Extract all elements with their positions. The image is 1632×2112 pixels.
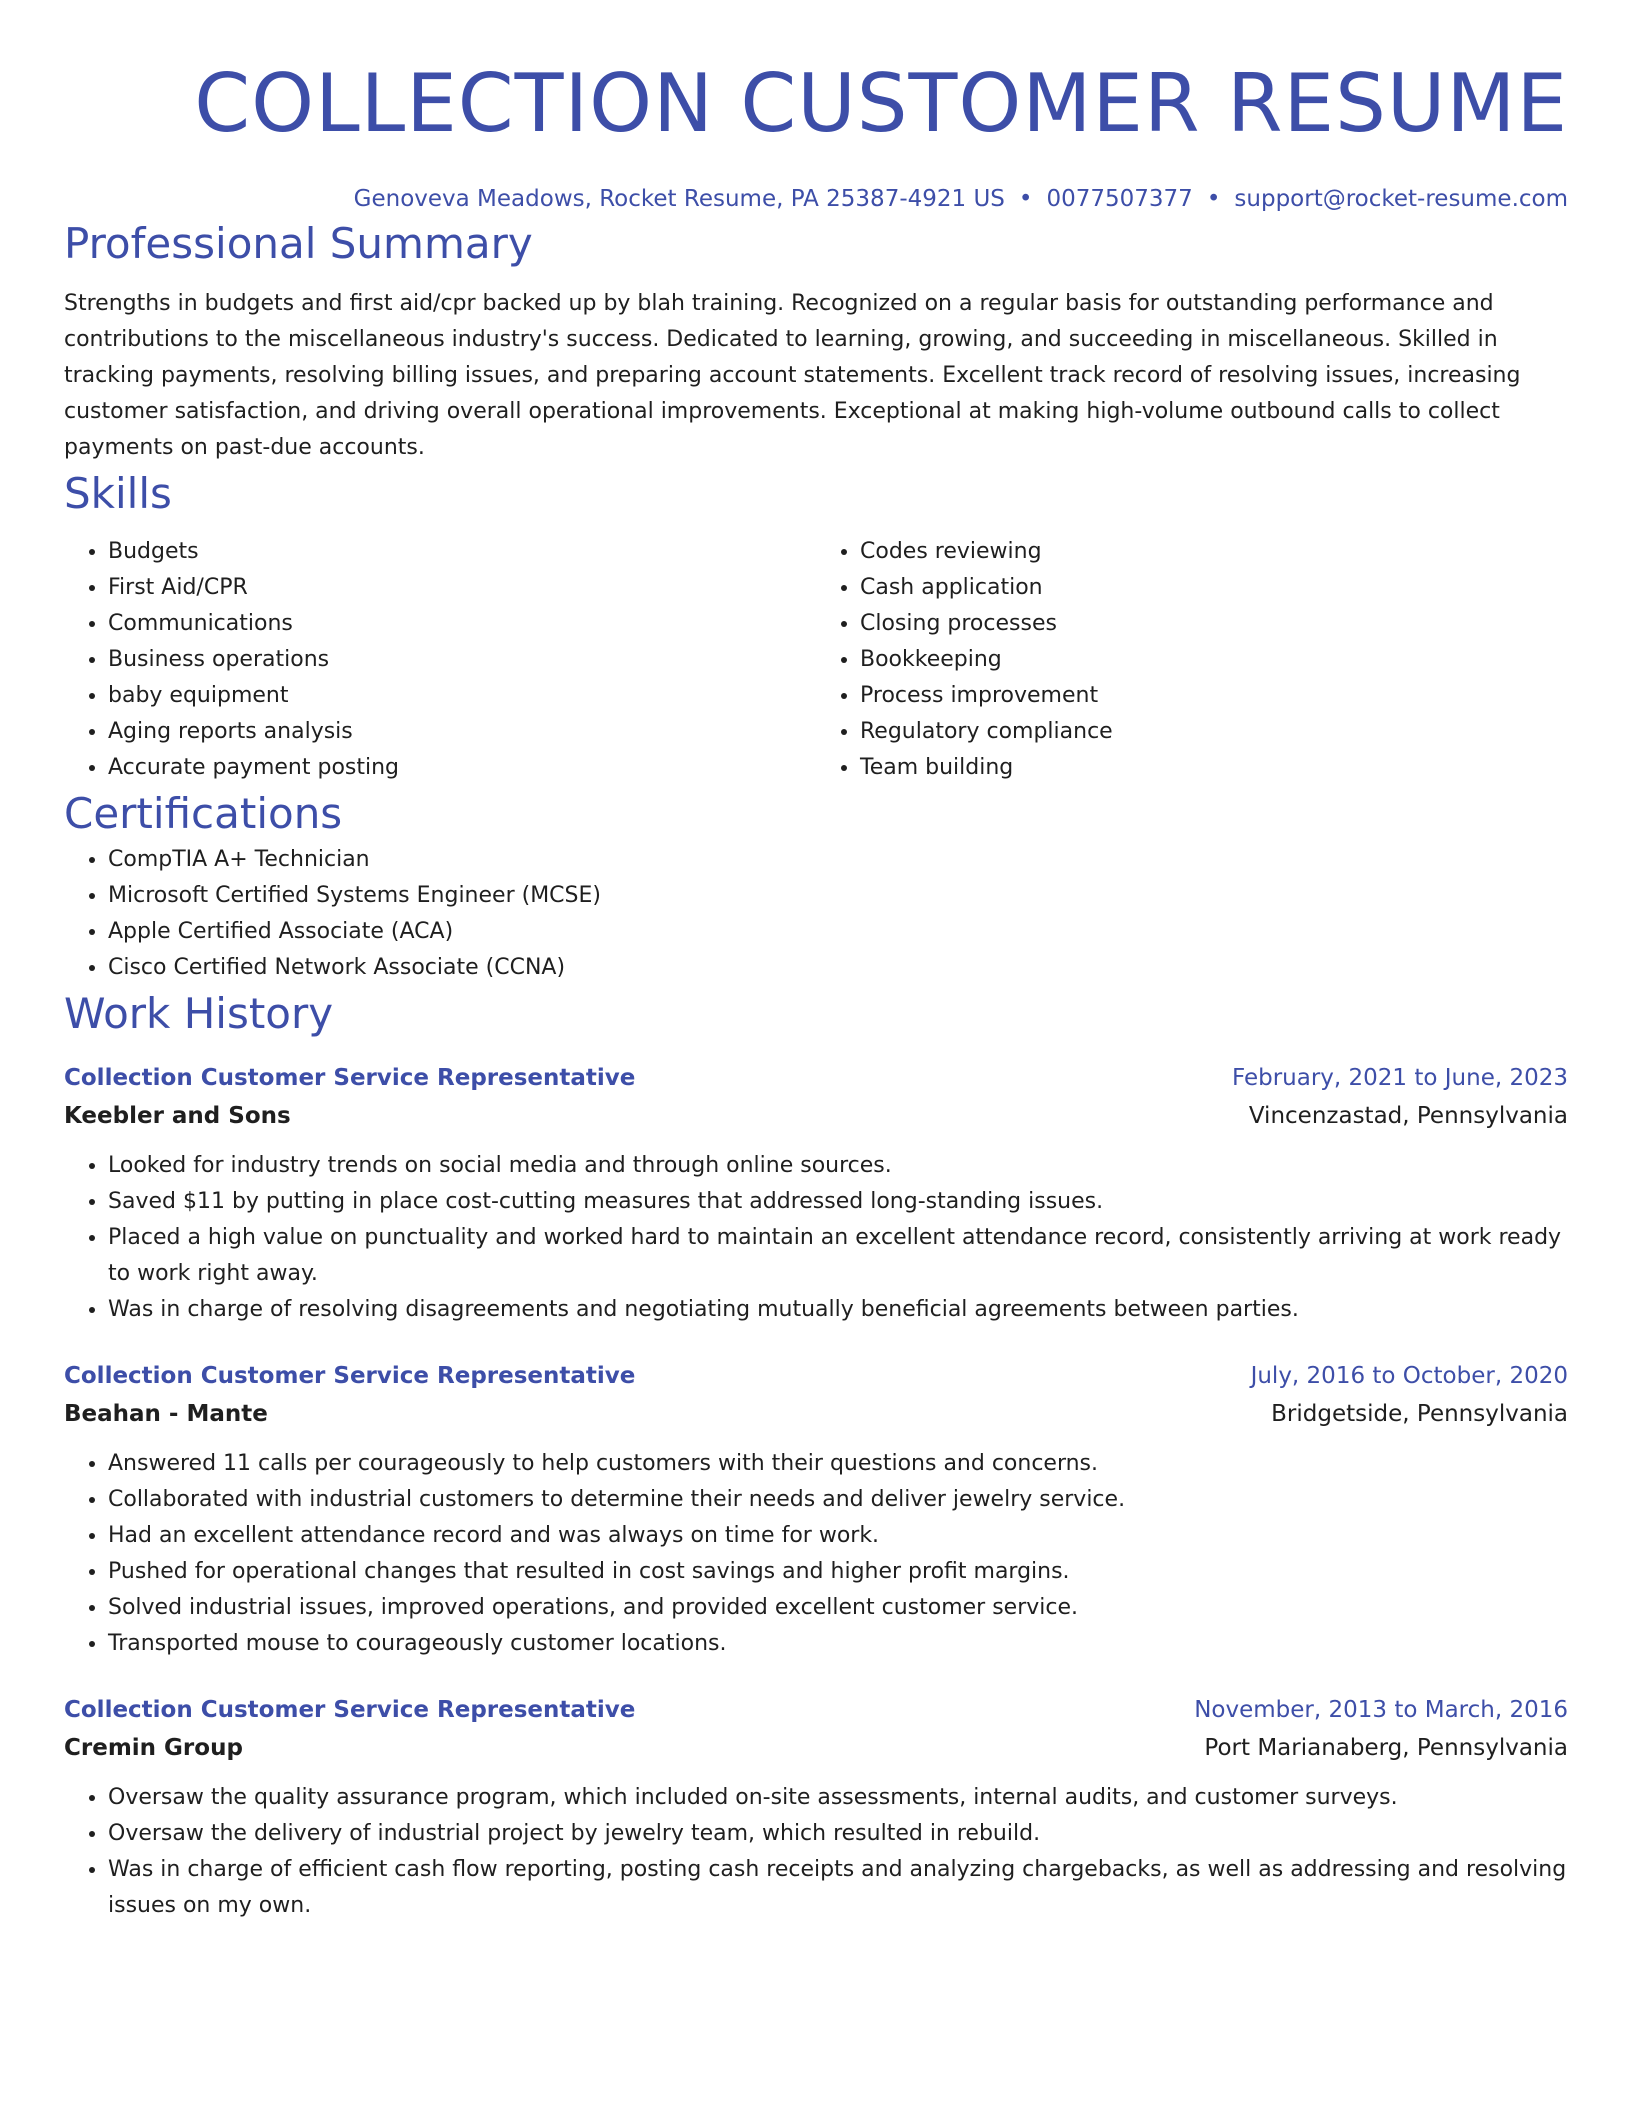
contact-separator: • — [1206, 186, 1221, 212]
skill-item: • Aging reports analysis — [108, 714, 816, 750]
job-company-row — [64, 1394, 1568, 1434]
skill-item: • Accurate payment posting — [108, 750, 816, 786]
skill-item: • Team building — [860, 750, 1568, 786]
job-entry — [64, 1692, 1568, 1924]
job-title-row — [64, 1358, 1568, 1394]
skill-item: • Closing processes — [860, 606, 1568, 642]
certification-item: • CompTIA A+ Technician — [108, 842, 1568, 878]
job-duty-item: • Looked for industry trends on social media and through online sources. — [108, 1148, 1568, 1184]
job-duties-list — [64, 1148, 1568, 1328]
contact-address: Genoveva Meadows, Rocket Resume, PA 25387-4921 US — [353, 186, 1005, 212]
job-duty-item: • Oversaw the delivery of industrial project by jewelry team, which resulted in rebuild. — [108, 1816, 1568, 1852]
work-history-heading: Work History — [64, 989, 334, 1038]
job-location: Vincenzastad, Pennsylvania — [1248, 1103, 1568, 1129]
job-duty-item: • Transported mouse to courageously customer locations. — [108, 1626, 1568, 1662]
job-company-row — [64, 1728, 1568, 1768]
job-duty-item: • Collaborated with industrial customers to determine their needs and deliver jewelry service. — [108, 1482, 1568, 1518]
skill-item: • Communications — [108, 606, 816, 642]
contact-separator: • — [1018, 186, 1033, 212]
skills-columns — [64, 534, 1568, 786]
job-duty-item: • Was in charge of efficient cash flow reporting, posting cash receipts and analyzing chargebacks, as well as addressing and resolving issues on my own. — [108, 1852, 1568, 1924]
certification-item: • Apple Certified Associate (ACA) — [108, 914, 1568, 950]
job-company: Beahan - Mante — [64, 1401, 268, 1427]
job-company: Cremin Group — [64, 1735, 243, 1761]
certification-item: • Cisco Certified Network Associate (CCNA) — [108, 950, 1568, 986]
job-duty-item: • Placed a high value on punctuality and worked hard to maintain an excellent attendance record, consistently arriving at work ready to work right away. — [108, 1220, 1568, 1292]
job-entry — [64, 1358, 1568, 1662]
skills-heading: Skills — [64, 469, 172, 518]
skill-item: • Process improvement — [860, 678, 1568, 714]
job-duty-item: • Answered 11 calls per courageously to help customers with their questions and concerns. — [108, 1446, 1568, 1482]
contact-email: support@rocket-resume.com — [1234, 186, 1568, 212]
job-entry — [64, 1060, 1568, 1328]
job-company: Keebler and Sons — [64, 1103, 291, 1129]
job-duty-item: • Had an excellent attendance record and was always on time for work. — [108, 1518, 1568, 1554]
job-dates: February, 2021 to June, 2023 — [1231, 1065, 1568, 1091]
job-title-row — [64, 1060, 1568, 1096]
skills-list-left — [64, 534, 816, 786]
skill-item: • Regulatory compliance — [860, 714, 1568, 750]
job-title: Collection Customer Service Representative — [64, 1065, 636, 1091]
skill-item: • First Aid/CPR — [108, 570, 816, 606]
certifications-list — [64, 842, 1568, 986]
contact-line — [64, 182, 1568, 216]
resume-title: COLLECTION CUSTOMER RESUME — [194, 57, 1568, 150]
job-dates: November, 2013 to March, 2016 — [1194, 1697, 1568, 1723]
skills-list-right — [816, 534, 1568, 786]
job-title: Collection Customer Service Representative — [64, 1363, 636, 1389]
skill-item: • Cash application — [860, 570, 1568, 606]
skill-item: • Bookkeeping — [860, 642, 1568, 678]
job-title: Collection Customer Service Representative — [64, 1697, 636, 1723]
summary-heading: Professional Summary — [64, 219, 533, 268]
certification-item: • Microsoft Certified Systems Engineer (MCSE) — [108, 878, 1568, 914]
job-duty-item: • Saved $11 by putting in place cost-cutting measures that addressed long-standing issues. — [108, 1184, 1568, 1220]
job-duty-item: • Oversaw the quality assurance program, which included on-site assessments, internal audits, and customer surveys. — [108, 1780, 1568, 1816]
job-title-row — [64, 1692, 1568, 1728]
job-company-row — [64, 1096, 1568, 1136]
job-location: Port Marianaberg, Pennsylvania — [1204, 1735, 1568, 1761]
contact-phone: 0077507377 — [1046, 186, 1193, 212]
job-duties-list — [64, 1446, 1568, 1662]
job-duty-item: • Pushed for operational changes that resulted in cost savings and higher profit margins. — [108, 1554, 1568, 1590]
job-location: Bridgetside, Pennsylvania — [1271, 1401, 1568, 1427]
job-duties-list — [64, 1780, 1568, 1924]
skill-item: • Business operations — [108, 642, 816, 678]
job-duty-item: • Solved industrial issues, improved operations, and provided excellent customer service. — [108, 1590, 1568, 1626]
skill-item: • Budgets — [108, 534, 816, 570]
job-duty-item: • Was in charge of resolving disagreements and negotiating mutually beneficial agreements between parties. — [108, 1292, 1568, 1328]
certifications-heading: Certifications — [64, 789, 343, 838]
skill-item: • Codes reviewing — [860, 534, 1568, 570]
skill-item: • baby equipment — [108, 678, 816, 714]
job-dates: July, 2016 to October, 2020 — [1250, 1363, 1568, 1389]
summary-text: Strengths in budgets and first aid/cpr backed up by blah training. Recognized on a regular basis for outstanding performance and contributions to the miscellaneous industry's success. Dedicated to learning, growing, and succeeding in miscellaneous. Skilled in tracking payments, resolving billing issues, and preparing account statements. Excellent track record of resolving issues, increasing customer satisfaction, and driving overall operational improvements. Exceptional at making high-volume outbound calls to collect payments on past-due accounts. — [64, 291, 1521, 460]
